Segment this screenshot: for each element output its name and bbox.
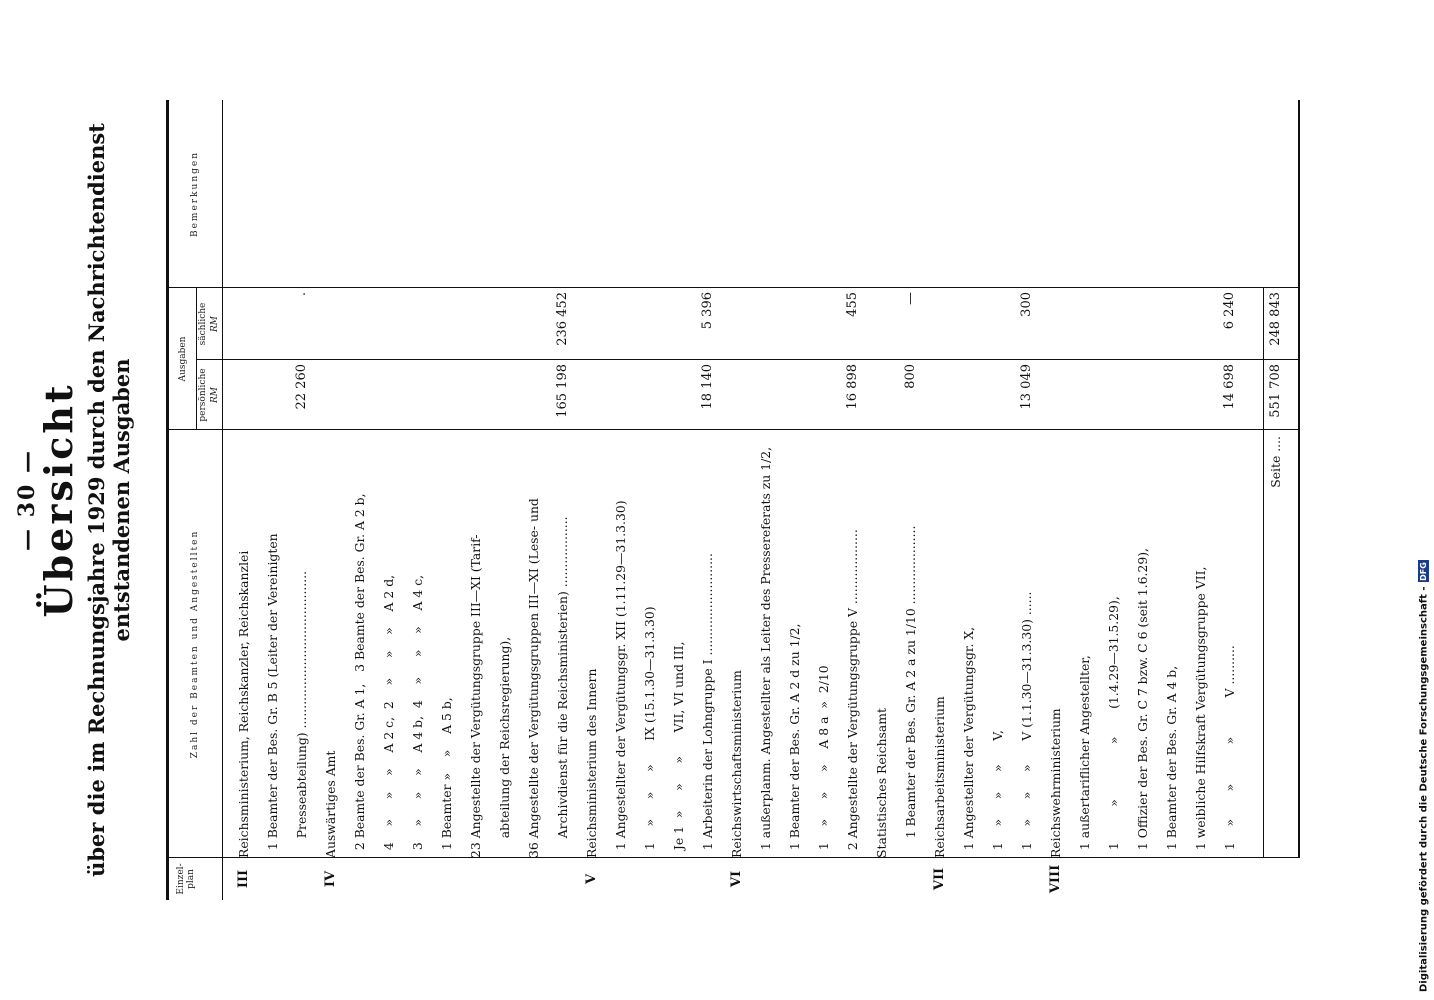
row-text: Presseabteilung) ........................................ (294, 570, 309, 858)
row-text: 2 Beamte der Bes. Gr. A 1, 3 Beamte der Bes. Gr. A 2 b, (352, 493, 367, 858)
column-divider-amounts (196, 359, 1298, 360)
row-saechliche: 6 240 (1222, 292, 1237, 330)
row-text: 1 Angestellter der Vergütungsgr. X, (961, 626, 976, 858)
row-text: 1 » » (1.4.29—31.5.29), (1106, 596, 1121, 858)
row-saechliche: 455 (845, 292, 860, 317)
document-title: Übersicht (36, 382, 81, 618)
footer-credit (1418, 8, 1430, 992)
footer-text: Digitalisierung gefördert durch die Deutsche Forschungsgemeinschaft - (1418, 586, 1430, 992)
row-text: Reichsarbeitsministerium (932, 696, 947, 858)
row-einzelplan: IV (323, 870, 338, 888)
row-einzelplan: VII (932, 867, 947, 891)
row-text: 1 Beamter der Bes. Gr. A 4 b, (1164, 665, 1179, 858)
header-saechliche: sächliche (198, 302, 208, 346)
row-text: 1 Angestellter der Vergütungsgr. XII (1.11.29—31.3.30) (613, 500, 628, 858)
row-text: 4 » » » A 2 c, 2 » » » A 2 d, (381, 574, 396, 858)
page-number: — 30 — (14, 449, 40, 551)
row-persoenliche: 14 698 (1222, 364, 1237, 410)
document-subtitle: über die im Rechnungsjahre 1929 durch den Nachrichtendienst entstandenen Ausgaben (84, 123, 134, 877)
row-saechliche: 236 452 (555, 292, 570, 346)
row-einzelplan: III (236, 869, 251, 889)
row-persoenliche: 16 898 (845, 364, 860, 410)
row-text: 3 » » » A 4 b, 4 » » » A 4 c, (410, 574, 425, 858)
row-persoenliche: 18 140 (700, 364, 715, 410)
row-saechliche: . (294, 292, 309, 297)
row-text: 2 Angestellte der Vergütungsgruppe V ................... (845, 529, 860, 858)
row-saechliche: 5 396 (700, 292, 715, 330)
header-persoenliche: persönliche (198, 368, 208, 422)
row-text: 1 Offizier der Bes. Gr. C 7 bzw. C 6 (seit 1.6.29), (1135, 548, 1150, 858)
row-text: Auswärtiges Amt (323, 750, 338, 858)
row-text: 23 Angestellte der Vergütungsgruppe III—XI (Tarif- (468, 534, 483, 858)
row-einzelplan: VI (729, 870, 744, 888)
row-einzelplan: V (584, 873, 599, 885)
row-text: 1 » » » IX (15.1.30—31.3.30) (642, 606, 657, 858)
total-label: Seite .... (1268, 436, 1283, 488)
row-saechliche: 300 (1019, 292, 1034, 317)
row-text: 36 Angestellte der Vergütungsgruppen III—XI (Lese- und (526, 498, 541, 858)
header-unit-persoenliche: RM (210, 387, 220, 403)
row-text: 1 Beamter der Bes. Gr. A 2 a zu 1/10 .................... (903, 525, 918, 858)
ausgaben-subheader-rule (196, 288, 197, 430)
total-persoenliche: 551 708 (1268, 364, 1283, 418)
row-text: 1 » » » V, (990, 730, 1005, 858)
header-ausgaben: Ausgaben (178, 336, 188, 382)
header-unit-saechliche: RM (210, 316, 220, 332)
row-text: Reichswehrministerium (1048, 708, 1063, 858)
row-persoenliche: 13 049 (1019, 364, 1034, 410)
row-text: 1 außerplanm. Angestellter als Leiter des Pressereferats zu 1/2, (758, 446, 773, 858)
row-text: 1 » » » V (1.1.30—31.3.30) ...... (1019, 591, 1034, 858)
dfg-logo: DFG (1419, 562, 1428, 581)
row-saechliche: — (903, 292, 918, 305)
table-header-rule (222, 100, 223, 900)
row-text: 1 Arbeiterin der Lohngruppe I .......................... (700, 553, 715, 858)
total-saechliche: 248 843 (1268, 292, 1283, 346)
row-text: 1 » » » A 8 a » 2/10 (816, 665, 831, 858)
row-text: 1 » » » V .......... (1222, 645, 1237, 858)
column-divider-text (168, 429, 1298, 430)
row-persoenliche: 165 198 (555, 364, 570, 418)
row-persoenliche: 800 (903, 364, 918, 389)
row-persoenliche: 22 260 (294, 364, 309, 410)
row-text: abteilung der Reichsregierung), (497, 636, 512, 858)
row-einzelplan: VIII (1048, 864, 1063, 894)
header-zahl: Zahl der Beamten und Angestellten (190, 529, 200, 759)
table-top-rule (166, 100, 169, 900)
row-text: Reichswirtschaftsministerium (729, 670, 744, 858)
row-text: 1 Beamter » » A 5 b, (439, 697, 454, 858)
header-einzelplan: Einzel- plan (176, 863, 196, 895)
row-text: 1 Beamter der Bes. Gr. B 5 (Leiter der Vereinigten (265, 533, 280, 858)
row-text: Reichsministerium des Innern (584, 668, 599, 858)
row-text: Je 1 » » » VII, VI und III, (671, 641, 686, 858)
row-text: Reichsministerium, Reichskanzler, Reichskanzlei (236, 550, 251, 858)
total-rule (1263, 288, 1264, 858)
column-divider-remarks (168, 287, 1298, 288)
row-text: 1 außertariflicher Angestellter, (1077, 655, 1092, 858)
row-text: Statistisches Reichsamt (874, 707, 889, 858)
row-text: 1 Beamter der Bes. Gr. A 2 d zu 1/2, (787, 623, 802, 858)
table-bottom-rule (1298, 100, 1300, 858)
row-text: 1 weibliche Hilfskraft Vergütungsgruppe VII, (1193, 566, 1208, 858)
row-text: Archivdienst für die Reichsministerien) .................. (555, 516, 570, 858)
header-bemerkungen: Bemerkungen (190, 150, 200, 238)
